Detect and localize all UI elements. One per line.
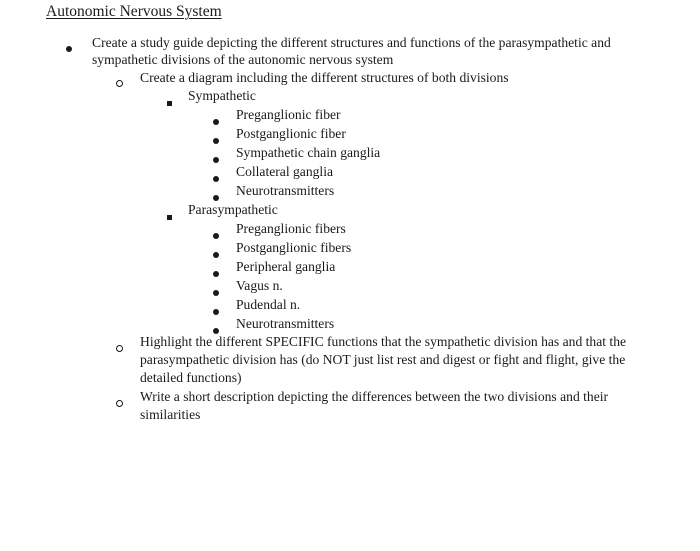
task-write-line-2: similarities — [140, 407, 201, 422]
document-title: Autonomic Nervous System — [46, 3, 222, 20]
parasympathetic-heading: Parasympathetic — [188, 202, 278, 217]
bullet-dot-icon — [213, 246, 219, 262]
bullet-dot-icon — [66, 40, 72, 56]
main-item-line-2: sympathetic divisions of the autonomic nervous system — [92, 52, 394, 67]
bullet-dot-icon — [213, 227, 219, 243]
bullet-circle-icon — [116, 340, 123, 356]
parasympathetic-item: Pudendal n. — [236, 297, 301, 312]
bullet-dot-icon — [213, 170, 219, 186]
sympathetic-item: Preganglionic fiber — [236, 107, 341, 122]
parasympathetic-item: Postganglionic fibers — [236, 240, 352, 255]
parasympathetic-item: Peripheral ganglia — [236, 259, 336, 274]
bullet-dot-icon — [213, 151, 219, 167]
task-highlight-line-3: detailed functions) — [140, 370, 242, 385]
sympathetic-item: Collateral ganglia — [236, 164, 334, 179]
parasympathetic-item: Vagus n. — [236, 278, 283, 293]
bullet-square-icon — [167, 94, 172, 110]
parasympathetic-item: Neurotransmitters — [236, 316, 335, 331]
sympathetic-item: Sympathetic chain ganglia — [236, 145, 381, 160]
parasympathetic-item: Preganglionic fibers — [236, 221, 346, 236]
bullet-dot-icon — [213, 265, 219, 281]
bullet-circle-icon — [116, 75, 123, 91]
sympathetic-item: Neurotransmitters — [236, 183, 335, 198]
main-item-line-1: Create a study guide depicting the different structures and functions of the parasympathetic and — [92, 35, 611, 50]
task-write-line-1: Write a short description depicting the differences between the two divisions and their — [140, 389, 609, 404]
bullet-dot-icon — [213, 303, 219, 319]
sympathetic-item: Postganglionic fiber — [236, 126, 346, 141]
task-highlight-line-1: Highlight the different SPECIFIC functions that the sympathetic division has and that the — [140, 334, 627, 349]
task-highlight-line-2: parasympathetic division has (do NOT just list rest and digest or fight and flight, give the — [140, 352, 626, 367]
bullet-dot-icon — [213, 284, 219, 300]
bullet-dot-icon — [213, 113, 219, 129]
bullet-square-icon — [167, 208, 172, 224]
bullet-dot-icon — [213, 132, 219, 148]
bullet-circle-icon — [116, 395, 123, 411]
task-diagram: Create a diagram including the different structures of both divisions — [140, 70, 509, 85]
sympathetic-heading: Sympathetic — [188, 88, 256, 103]
